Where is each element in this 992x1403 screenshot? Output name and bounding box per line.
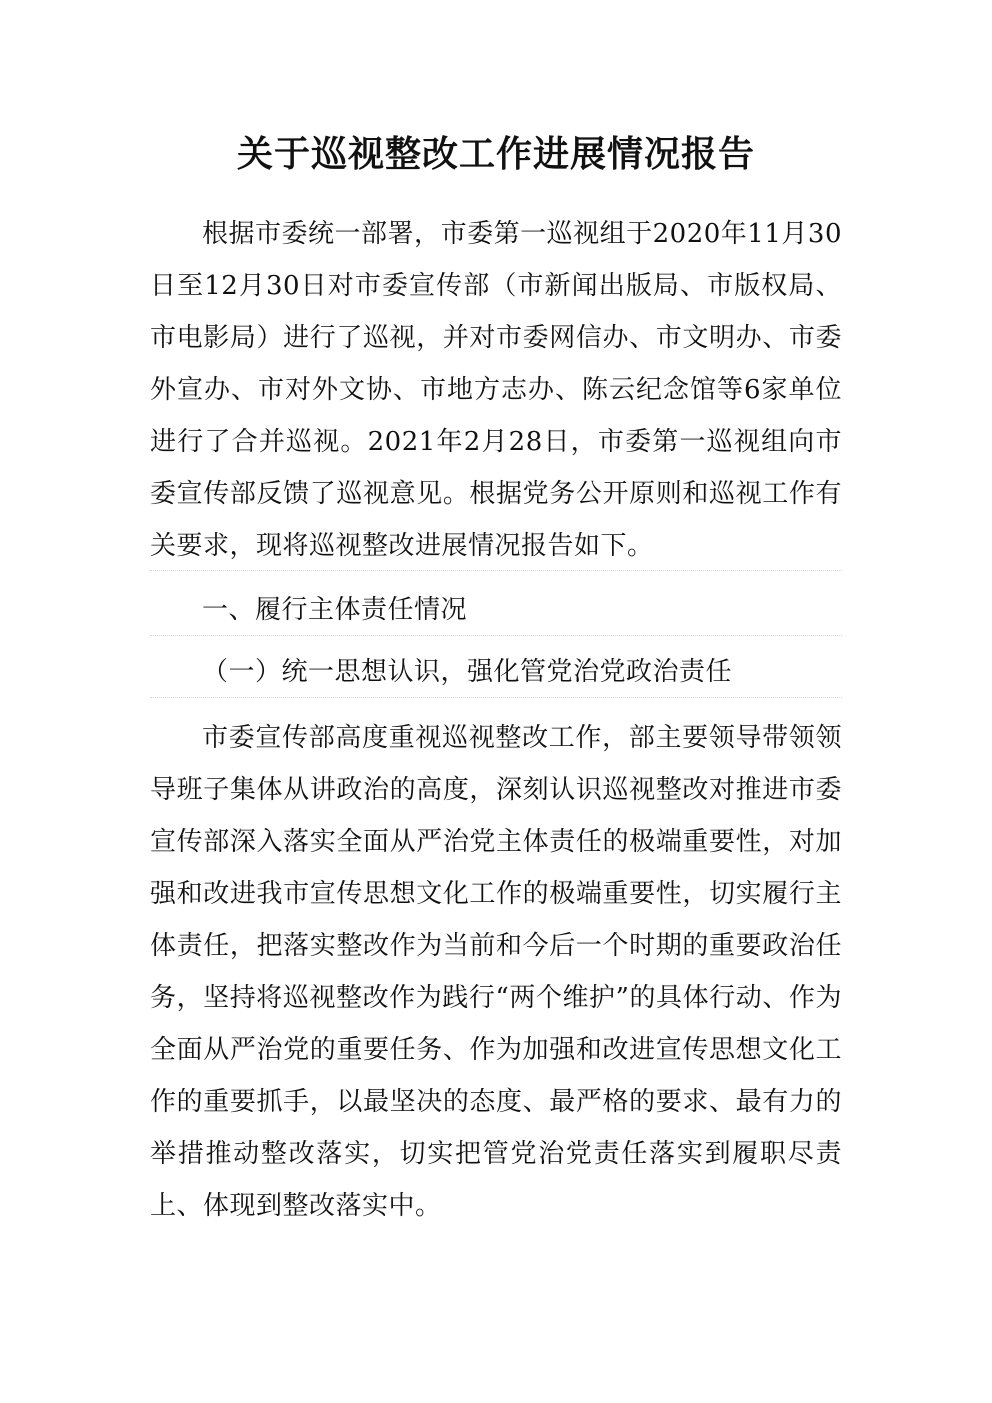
section-divider — [150, 635, 842, 636]
section-heading: 一、履行主体责任情况 — [202, 595, 468, 625]
section-divider — [150, 697, 842, 698]
document-title: 关于巡视整改工作进展情况报告 — [236, 133, 755, 175]
section-divider — [150, 570, 842, 571]
body-paragraph: 市委宣传部高度重视巡视整改工作，部主要领导带领领导班子集体从讲政治的高度，深刻认识巡视整改对推进市委宣传部深入落实全面从严治党主体责任的极端重要性，对加强和改进我市宣传思想文化工作的极端重要性，切实履行主体责任，把落实整改作为当前和今后一个时期的重要政治任务，坚持将巡视整改作为践行“两个维护”的具体行动、作为全面从严治党的重要任务、作为加强和改进宣传思想文化工作的重要抓手，以最坚决的态度、最严格的要求、最有力的举措推动整改落实，切实把管党治党责任落实到履职尽责上、体现到整改落实中。 — [150, 723, 842, 1221]
intro-paragraph: 根据市委统一部署，市委第一巡视组于2020年11月30日至12月30日对市委宣传部（市新闻出版局、市版权局、市电影局）进行了巡视，并对市委网信办、市文明办、市委外宣办、市对外文协、市地方志办、陈云纪念馆等6家单位进行了合并巡视。2021年2月28日，市委第一巡视组向市委宣传部反馈了巡视意见。根据党务公开原则和巡视工作有关要求，现将巡视整改进展情况报告如下。 — [150, 219, 842, 561]
subsection-heading: （一）统一思想认识，强化管党治党政治责任 — [202, 657, 733, 687]
